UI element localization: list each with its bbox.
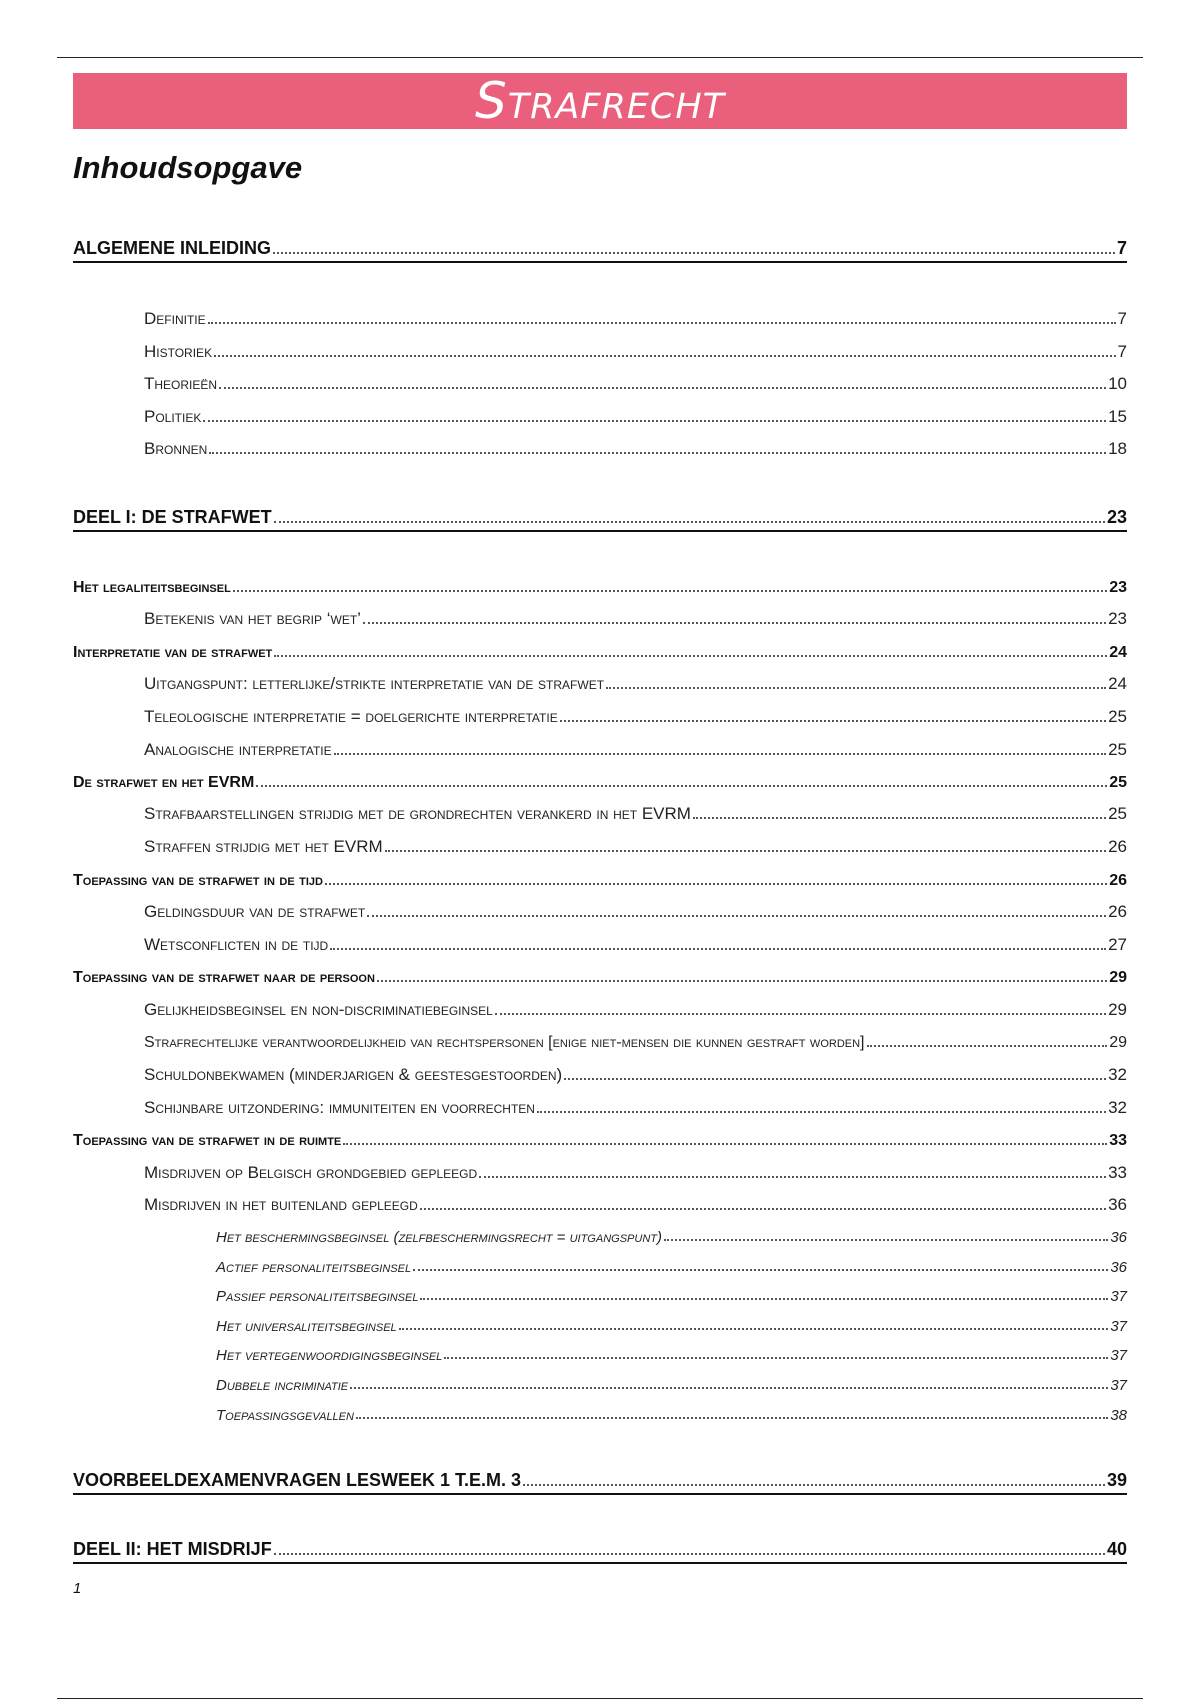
toc-entry-page: 37 — [1110, 1347, 1127, 1364]
toc-leader — [693, 817, 1106, 819]
toc-leader — [256, 785, 1107, 787]
toc-entry-label: Teleologische interpretatie = doelgerichte interpretatie — [144, 707, 558, 726]
toc-entry-label: Analogische interpretatie — [144, 740, 332, 759]
toc-entry-label: Het legaliteitsbeginsel — [73, 579, 231, 596]
toc-entry-page: 32 — [1108, 1065, 1127, 1084]
toc-entry-label: Wetsconflicten in de tijd — [144, 935, 329, 954]
toc-entry-page: 39 — [1106, 1470, 1127, 1490]
toc-entry[interactable] — [73, 502, 1127, 532]
toc-entry[interactable] — [73, 636, 1127, 662]
toc-entry-label: Historiek — [144, 342, 213, 361]
toc-heading: Inhoudsopgave — [73, 150, 303, 185]
toc-entry-label: Toepassing van de strafwet in de ruimte — [73, 1132, 342, 1149]
toc-leader — [444, 1357, 1108, 1359]
toc-entry[interactable] — [144, 1059, 1127, 1085]
toc-entry-page: 15 — [1108, 407, 1127, 426]
toc-entry[interactable] — [144, 1026, 1127, 1052]
toc-entry-label: Misdrijven in het buitenland gepleegd — [144, 1195, 418, 1214]
toc-entry-page: 25 — [1108, 740, 1127, 759]
toc-entry-label: Definitie — [144, 309, 206, 328]
title-banner — [73, 73, 1127, 129]
document-title: Strafrecht — [474, 72, 726, 130]
toc-entry-label: Toepassing van de strafwet naar de persoon — [73, 969, 375, 986]
toc-leader — [356, 1417, 1108, 1419]
toc-leader — [413, 1269, 1108, 1271]
toc-entry-label: Schuldonbekwamen (minderjarigen & geestesgestoorden) — [144, 1065, 563, 1084]
toc-leader — [479, 1176, 1106, 1178]
toc-entry[interactable] — [73, 233, 1127, 263]
toc-entry-page: 36 — [1110, 1229, 1127, 1246]
bottom-rule — [57, 1698, 1143, 1699]
toc-entry-label: DEEL I: DE STRAFWET — [73, 507, 272, 527]
toc-entry-label: Interpretatie van de strafwet — [73, 644, 273, 661]
toc-entry[interactable] — [216, 1279, 1127, 1305]
toc-leader — [495, 1013, 1106, 1015]
toc-entry[interactable] — [144, 994, 1127, 1020]
toc-entry[interactable] — [144, 701, 1127, 727]
toc-entry-page: 38 — [1110, 1407, 1127, 1424]
toc-entry[interactable] — [144, 798, 1127, 824]
toc-entry-page: 26 — [1108, 837, 1127, 856]
toc-entry-page: 36 — [1110, 1259, 1127, 1276]
toc-entry[interactable] — [144, 368, 1127, 394]
toc-entry-page: 26 — [1108, 902, 1127, 921]
toc-entry-label: Strafrechtelijke verantwoordelijkheid van rechtspersonen [enige niet-mensen die kunnen gestraft worden] — [144, 1034, 865, 1051]
toc-entry-page: 23 — [1109, 579, 1127, 596]
toc-leader — [363, 622, 1106, 624]
toc-entry-page: 36 — [1108, 1195, 1127, 1214]
toc-entry-page: 23 — [1108, 609, 1127, 628]
toc-entry-label: Gelijkheidsbeginsel en non-discriminatiebeginsel — [144, 1000, 493, 1019]
toc-entry-page: 24 — [1109, 644, 1127, 661]
toc-entry[interactable] — [73, 1534, 1127, 1564]
toc-entry-page: 23 — [1106, 507, 1127, 527]
toc-leader — [274, 521, 1105, 523]
toc-leader — [273, 252, 1115, 254]
toc-entry-page: 7 — [1117, 342, 1127, 361]
toc-entry[interactable] — [144, 1092, 1127, 1118]
toc-entry-page: 32 — [1108, 1098, 1127, 1117]
toc-entry-label: Geldingsduur van de strafwet — [144, 902, 366, 921]
toc-leader — [399, 1328, 1109, 1330]
toc-entry-page: 33 — [1109, 1132, 1127, 1149]
toc-entry-page: 37 — [1110, 1288, 1127, 1305]
toc-entry-page: 25 — [1109, 774, 1127, 791]
toc-entry-label: VOORBEELDEXAMENVRAGEN LESWEEK 1 T.E.M. 3 — [73, 1470, 522, 1490]
toc-leader — [560, 720, 1106, 722]
toc-leader — [564, 1078, 1106, 1080]
toc-entry-page: 25 — [1108, 804, 1127, 823]
toc-leader — [274, 1553, 1105, 1555]
toc-entry-label: De strafwet en het EVRM — [73, 774, 255, 791]
toc-entry[interactable] — [144, 401, 1127, 427]
toc-entry-label: ALGEMENE INLEIDING — [73, 238, 272, 258]
toc-entry-label: Het universaliteitsbeginsel — [216, 1318, 397, 1335]
toc-entry-label: Passief personaliteitsbeginsel — [216, 1288, 419, 1305]
toc-entry-label: Toepassing van de strafwet in de tijd — [73, 872, 323, 889]
toc-entry-page: 18 — [1108, 439, 1127, 458]
toc-entry-page: 25 — [1108, 707, 1127, 726]
toc-entry[interactable] — [73, 1124, 1127, 1150]
toc-entry[interactable] — [73, 864, 1127, 890]
toc-entry-label: Betekenis van het begrip ‘wet’ — [144, 609, 361, 628]
toc-leader — [343, 1143, 1107, 1145]
toc-entry[interactable] — [144, 929, 1127, 955]
toc-entry[interactable] — [144, 603, 1127, 629]
toc-entry-page: 24 — [1108, 674, 1127, 693]
page-number: 1 — [73, 1580, 82, 1597]
toc-entry-label: Het vertegenwoordigingsbeginsel — [216, 1347, 443, 1364]
toc-entry-label: DEEL II: HET MISDRIJF — [73, 1539, 272, 1559]
toc-entry-page: 33 — [1108, 1163, 1127, 1182]
toc-entry[interactable] — [216, 1220, 1127, 1246]
toc-entry-page: 26 — [1109, 872, 1127, 889]
toc-leader — [330, 948, 1106, 950]
toc-leader — [377, 980, 1107, 982]
toc-entry-label: Toepassingsgevallen — [216, 1407, 354, 1424]
toc-leader — [325, 883, 1107, 885]
toc-entry-label: Politiek — [144, 407, 202, 426]
toc-entry[interactable] — [144, 1189, 1127, 1215]
toc-entry[interactable] — [73, 1465, 1127, 1495]
toc-entry[interactable] — [144, 831, 1127, 857]
toc-entry-page: 7 — [1116, 238, 1127, 258]
toc-entry-page: 10 — [1108, 374, 1127, 393]
toc-entry[interactable] — [216, 1250, 1127, 1276]
toc-entry-label: Uitgangspunt: letterlijke/strikte interpretatie van de strafwet — [144, 674, 605, 693]
toc-leader — [233, 590, 1107, 592]
toc-leader — [537, 1111, 1106, 1113]
toc-entry[interactable] — [144, 336, 1127, 362]
toc-leader — [420, 1208, 1106, 1210]
toc-entry[interactable] — [216, 1368, 1127, 1394]
toc-entry[interactable] — [216, 1398, 1127, 1424]
toc-entry[interactable] — [216, 1309, 1127, 1335]
toc-entry[interactable] — [144, 433, 1127, 459]
toc-leader — [203, 420, 1106, 422]
toc-entry-page: 29 — [1109, 969, 1127, 986]
toc-leader — [523, 1484, 1105, 1486]
toc-entry-label: Actief personaliteitsbeginsel — [216, 1259, 412, 1276]
toc-leader — [274, 655, 1107, 657]
toc-entry[interactable] — [144, 734, 1127, 760]
toc-entry-page: 7 — [1117, 309, 1127, 328]
toc-entry[interactable] — [73, 766, 1127, 792]
toc-entry-page: 29 — [1109, 1034, 1127, 1051]
toc-entry-page: 27 — [1108, 935, 1127, 954]
toc-entry[interactable] — [144, 1157, 1127, 1183]
toc-entry[interactable] — [144, 668, 1127, 694]
toc-entry-page: 29 — [1108, 1000, 1127, 1019]
toc-entry-label: Misdrijven op Belgisch grondgebied gepleegd — [144, 1163, 478, 1182]
toc-leader — [209, 452, 1106, 454]
toc-entry[interactable] — [144, 303, 1127, 329]
toc-leader — [219, 387, 1106, 389]
toc-leader — [367, 915, 1106, 917]
top-rule — [57, 57, 1143, 58]
toc-entry-label: Schijnbare uitzondering: immuniteiten en voorrechten — [144, 1098, 535, 1117]
toc-leader — [664, 1239, 1108, 1241]
toc-entry-label: Bronnen — [144, 439, 208, 458]
toc-entry-label: Straffen strijdig met het EVRM — [144, 837, 383, 856]
toc-leader — [208, 322, 1116, 324]
toc-entry[interactable] — [73, 571, 1127, 597]
toc-entry[interactable] — [144, 896, 1127, 922]
toc-entry-label: Dubbele incriminatie — [216, 1377, 349, 1394]
toc-leader — [606, 687, 1106, 689]
toc-leader — [334, 753, 1106, 755]
toc-entry-page: 37 — [1110, 1318, 1127, 1335]
toc-entry-label: Het beschermingsbeginsel (zelfbeschermingsrecht = uitgangspunt) — [216, 1229, 662, 1246]
toc-leader — [350, 1387, 1108, 1389]
toc-entry[interactable] — [73, 961, 1127, 987]
toc-entry[interactable] — [216, 1338, 1127, 1364]
toc-leader — [420, 1298, 1108, 1300]
toc-leader — [385, 850, 1106, 852]
toc-entry-page: 40 — [1106, 1539, 1127, 1559]
toc-leader — [867, 1045, 1108, 1047]
toc-entry-label: Strafbaarstellingen strijdig met de grondrechten verankerd in het EVRM — [144, 804, 691, 823]
toc-entry-label: Theorieën — [144, 374, 218, 393]
toc-leader — [214, 355, 1115, 357]
toc-entry-page: 37 — [1110, 1377, 1127, 1394]
